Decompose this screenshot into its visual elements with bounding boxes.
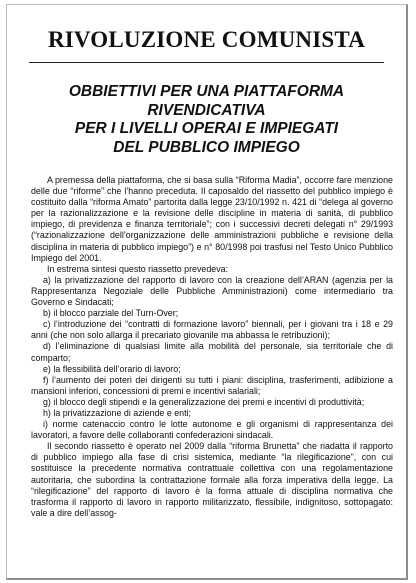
- list-item: f) l’aumento dei poteri dei dirigenti su tutti i piani: disciplina, trasferimenti, adibizione a mansioni inferiori, concessioni di premi e incentivi salariali;: [31, 374, 393, 396]
- newspaper-page: [6, 4, 408, 580]
- list-item: b) il blocco parziale del Turn-Over;: [43, 308, 179, 319]
- headline-line: OBBIETTIVI PER UNA PIATTAFORMA: [68, 83, 345, 100]
- list-item: i) norme catenaccio contro le lotte autonome e gli organismi di rappresentanza dei lavoratori, a favore delle collaboranti confederazioni sindacali.: [31, 419, 393, 441]
- list-item: g) il blocco degli stipendi e la generalizzazione dei premi e incentivi di produttività;: [43, 396, 365, 407]
- headline-line: RIVENDICATIVA: [147, 101, 266, 119]
- list-item: e) la flessibilità dell’orario di lavoro;: [43, 363, 181, 374]
- list-item: d) l’eliminazione di qualsiasi limite alla mobilità del personale, sia territoriale che di comparto;: [31, 341, 393, 363]
- body-paragraph: Il secondo riassetto è operato nel 2009 dalla “riforma Brunetta” che riadatta il rapporto di pubblico impiego alla fase di crisi sistemica, mediante “la rilegificazione”, con cui sostituisce la precedente normativa contrattuale collettiva con una regolamentazione autoritaria, che subordina la contrattazione formale alla forza imperativa della legge. La “rilegificazione” del rapporto di lavoro è la forma attuale di disciplina normativa che trasforma il rapporto di lavoro in rapporto militarizzato, flessibile, indignitoso, sottopagato: vale a dire dell’assog-: [31, 441, 393, 518]
- article-body: [31, 175, 393, 519]
- list-item: c) l’introduzione dei “contratti di formazione lavoro” biennali, per i giovani tra i 18 e 29 anni (che non solo allarga il precariato giovanile ma abbassa le retribuzioni);: [31, 319, 393, 341]
- article-headline: [27, 83, 386, 157]
- masthead-rule: [29, 62, 384, 63]
- list-item: a) la privatizzazione del rapporto di lavoro con la creazione dell’ARAN (agenzia per la Rappresentanza Negoziale delle Pubbliche Amministrazioni) come intermediario tra Governo e Sindacati;: [31, 274, 393, 308]
- masthead-title: RIVOLUZIONE COMUNISTA: [47, 27, 366, 52]
- body-paragraph: In estrema sintesi questo riassetto prevedeva:: [47, 263, 229, 274]
- headline-line: DEL PUBBLICO IMPIEGO: [113, 138, 300, 156]
- body-paragraph: A premessa della piattaforma, che si basa sulla “Riforma Madia”, occorre fare menzione delle due “riforme” che l’hanno preceduta. Il caposaldo del riassetto del pubblico impiego è costituito dalla “riforma Amato” partorita dalla legge 23/10/1992 n. 421 di “delega al governo per la razionalizzazione e la revisione delle discipline in materia di sanità, di pubblico impiego, di previdenza e finanza territoriale”; con i successivi decreti delegati n° 29/1993 (“razionalizzazione dell’organizzazione delle amministrazioni pubbliche e revisione della disciplina in materia di pubblico impiego”) e n° 80/1998 poi trasfusi nel Testo Unico Pubblico Impiego del 2001.: [31, 175, 393, 263]
- headline-line: PER I LIVELLI OPERAI E IMPIEGATI: [74, 120, 339, 137]
- list-item: h) la privatizzazione di aziende e enti;: [43, 407, 192, 418]
